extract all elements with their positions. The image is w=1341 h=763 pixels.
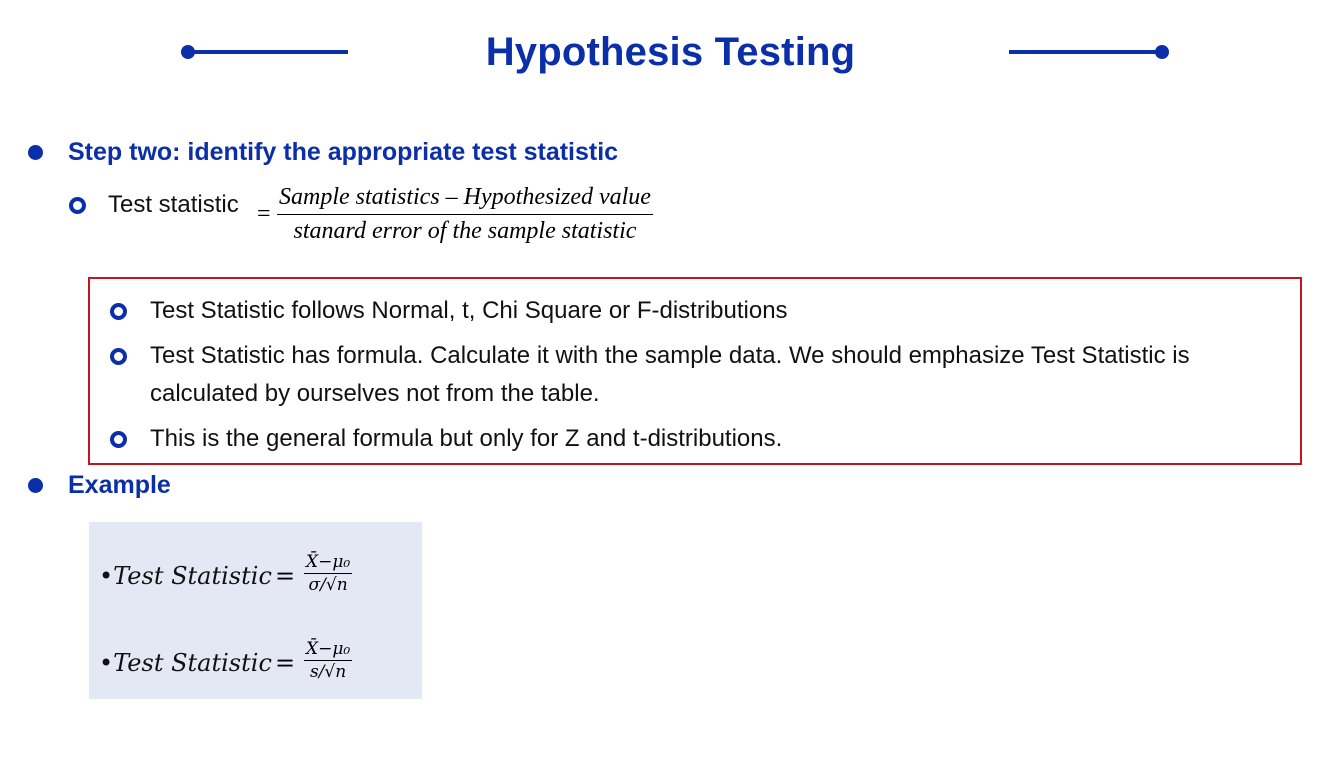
fraction-numerator: Sample statistics – Hypothesized value [277, 184, 653, 215]
formula-label: •Test Statistic [99, 649, 272, 677]
ring-bullet-icon [110, 431, 127, 448]
note-item: Test Statistic has formula. Calculate it with the sample data. We should emphasize Test Statistic is calculated by ourselves not from the table. [150, 342, 1190, 407]
ring-bullet-icon [110, 348, 127, 365]
formula-fraction [304, 552, 352, 595]
fraction-denominator: stanard error of the sample statistic [293, 218, 637, 244]
example-formula-box [89, 522, 422, 699]
formula-fraction [304, 639, 352, 682]
equals-sign: = [257, 201, 271, 227]
ring-bullet-icon [110, 303, 127, 320]
bullet-dot-icon [28, 478, 43, 493]
slide-title: Hypothesis Testing [485, 30, 856, 74]
formula-label: •Test Statistic [99, 562, 272, 590]
formula-numerator: X̄−μ₀ [306, 552, 351, 572]
formula-denominator: σ/√n [308, 575, 348, 595]
bullet-dot-icon [28, 145, 43, 160]
equals-sign: = [275, 649, 296, 677]
example-heading: Example [68, 471, 171, 499]
general-formula-fraction [277, 184, 653, 245]
test-statistic-label: Test statistic [108, 191, 239, 218]
note-item: Test Statistic follows Normal, t, Chi Square or F-distributions [150, 297, 788, 324]
step-two-heading: Step two: identify the appropriate test statistic [68, 138, 619, 166]
note-item: This is the general formula but only for Z and t-distributions. [150, 425, 783, 452]
formula-numerator: X̄−μ₀ [306, 639, 351, 659]
equals-sign: = [275, 562, 296, 590]
decoration-dot [1155, 45, 1169, 59]
title-decoration-right [1009, 50, 1162, 54]
ring-bullet-icon [69, 197, 86, 214]
formula-denominator: s/√n [309, 662, 347, 682]
